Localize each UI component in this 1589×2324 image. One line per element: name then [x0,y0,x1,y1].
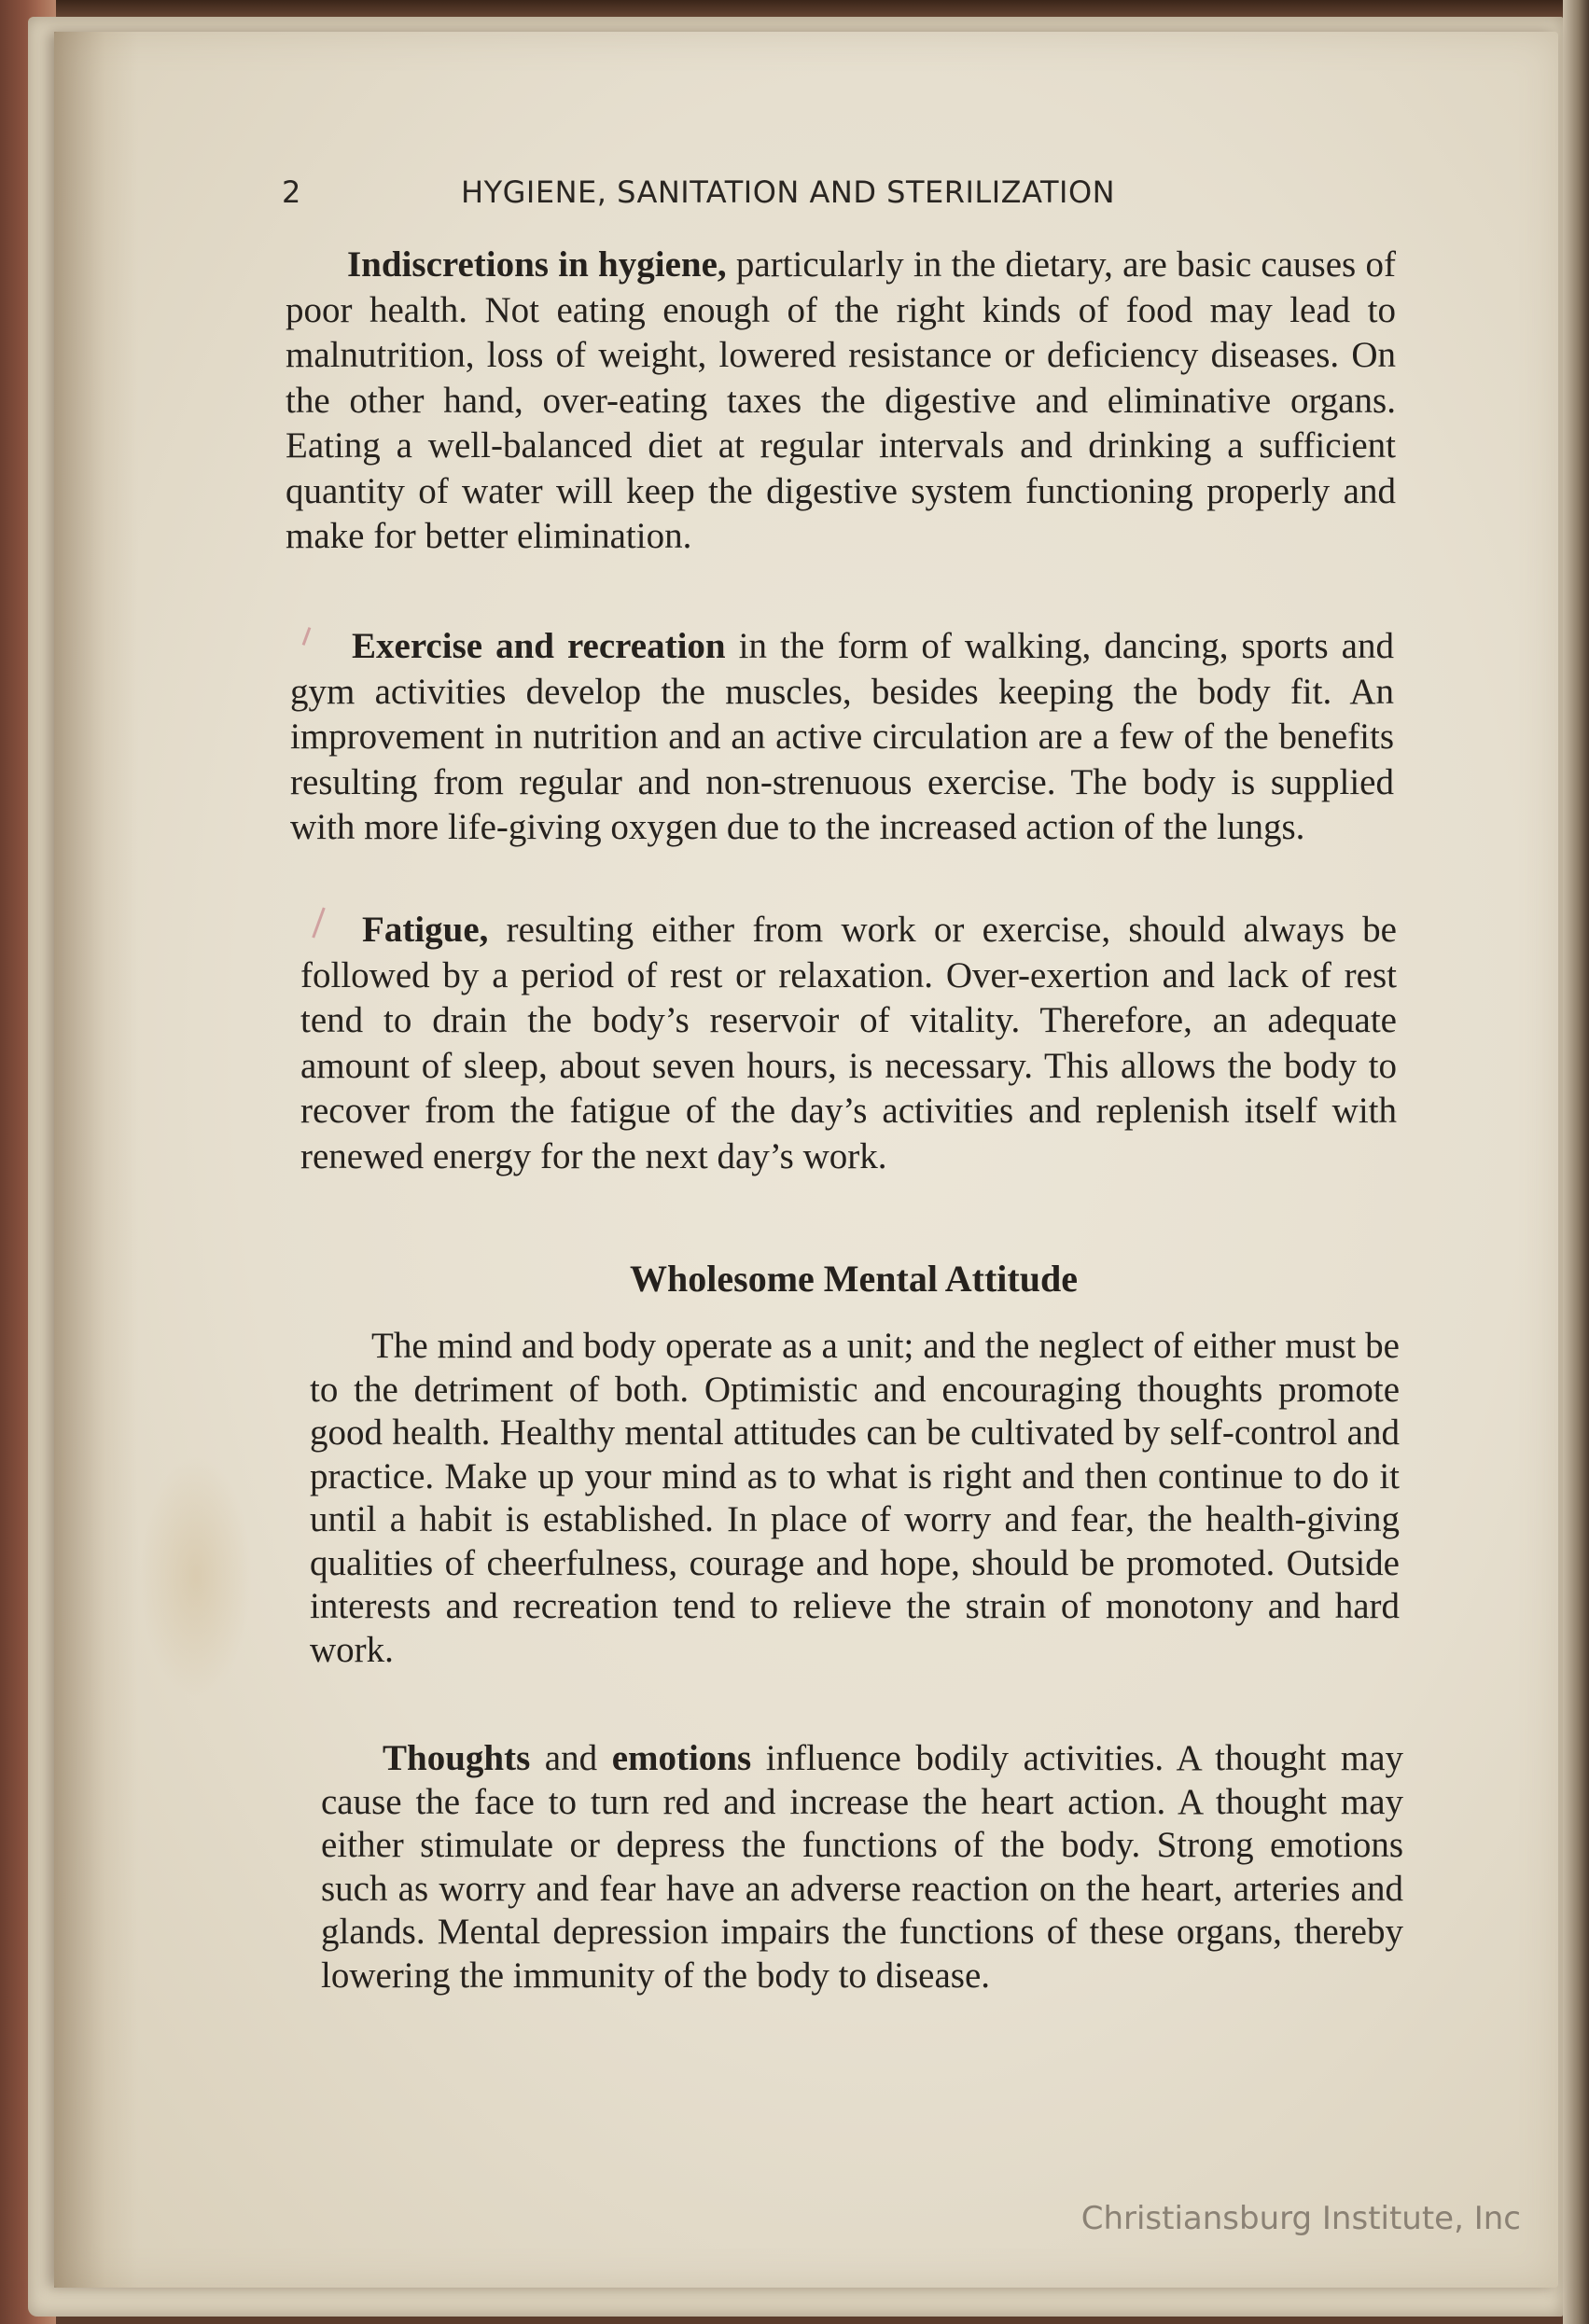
page-number: 2 [282,174,301,210]
paragraph-lead: emotions [611,1738,752,1778]
paragraph-lead: Fatigue, [362,910,489,950]
running-head [282,171,1243,217]
paragraph-indiscretions [286,243,1396,560]
paragraph-text: particularly in the dietary, are basic causes of poor health. Not eating enough of the right kinds of food may lead to malnutrition, loss of weight, lowered resistance or deficiency diseases. On the other hand, over-eating taxes the digestive and eliminative organs. Eating a well-balanced diet at regular intervals and drinking a sufficient quantity of water will keep the digestive system functioning properly and make for better elimination. [286,244,1396,556]
book-cover-right-edge [1563,0,1589,2324]
paragraph-lead: Indiscretions in hygiene, [347,244,727,285]
paragraph-exercise [290,624,1394,851]
paragraph-lead: Thoughts [383,1738,531,1778]
paper-stain [140,1455,252,1698]
paragraph-text: The mind and body operate as a unit; and the neglect of either must be to the detriment of both. Optimistic and encouraging thoughts promote good health. Healthy mental attitudes can be cultivated by self-control and practice. Make up your mind as to what is right and then continue to do it until a habit is established. In place of worry and fear, the health-giving qualities of cheerfulness, courage and hope, should be promoted. Outside interests and recreation tend to relieve the strain of monotony and hard work. [310,1326,1400,1670]
paragraph-mind-body [310,1325,1400,1672]
paragraph-text: in the form of walking, dancing, sports and gym activities develop the muscles, besides keeping the body fit. An improvement in nutrition and an active circulation are a few of the benefits resulting from regular and non-strenuous exercise. The body is supplied with more life-giving oxygen due to the increased action of the lungs. [290,626,1394,847]
paragraph-thoughts-emotions [321,1737,1403,1997]
paragraph-text: resulting either from work or exercise, should always be followed by a period of rest or relaxation. Over-exertion and lack of rest tend to drain the body’s reservoir of vitality. Therefore, an adequate amount of sleep, about seven hours, is necessary. This allows the body to recover from the fatigue of the day’s activities and replenish itself with renewed energy for the next day’s work. [300,910,1397,1176]
watermark: Christiansburg Institute, Inc [1080,2200,1521,2237]
paragraph-connector: and [530,1738,612,1778]
paragraph-text: influence bodily activities. A thought may cause the face to turn red and increase the heart action. A thought may either stimulate or depress the functions of the body. Strong emotions such as worry and fear have an adverse reaction on the heart, arteries and glands. Mental depression impairs the functions of these organs, thereby lowering the immunity of the body to disease. [321,1738,1403,1996]
section-heading: Wholesome Mental Attitude [630,1258,1078,1300]
paragraph-fatigue [300,908,1397,1179]
paragraph-lead: Exercise and recreation [352,626,726,666]
running-head-title: HYGIENE, SANITATION AND STERILIZATION [461,174,1116,210]
